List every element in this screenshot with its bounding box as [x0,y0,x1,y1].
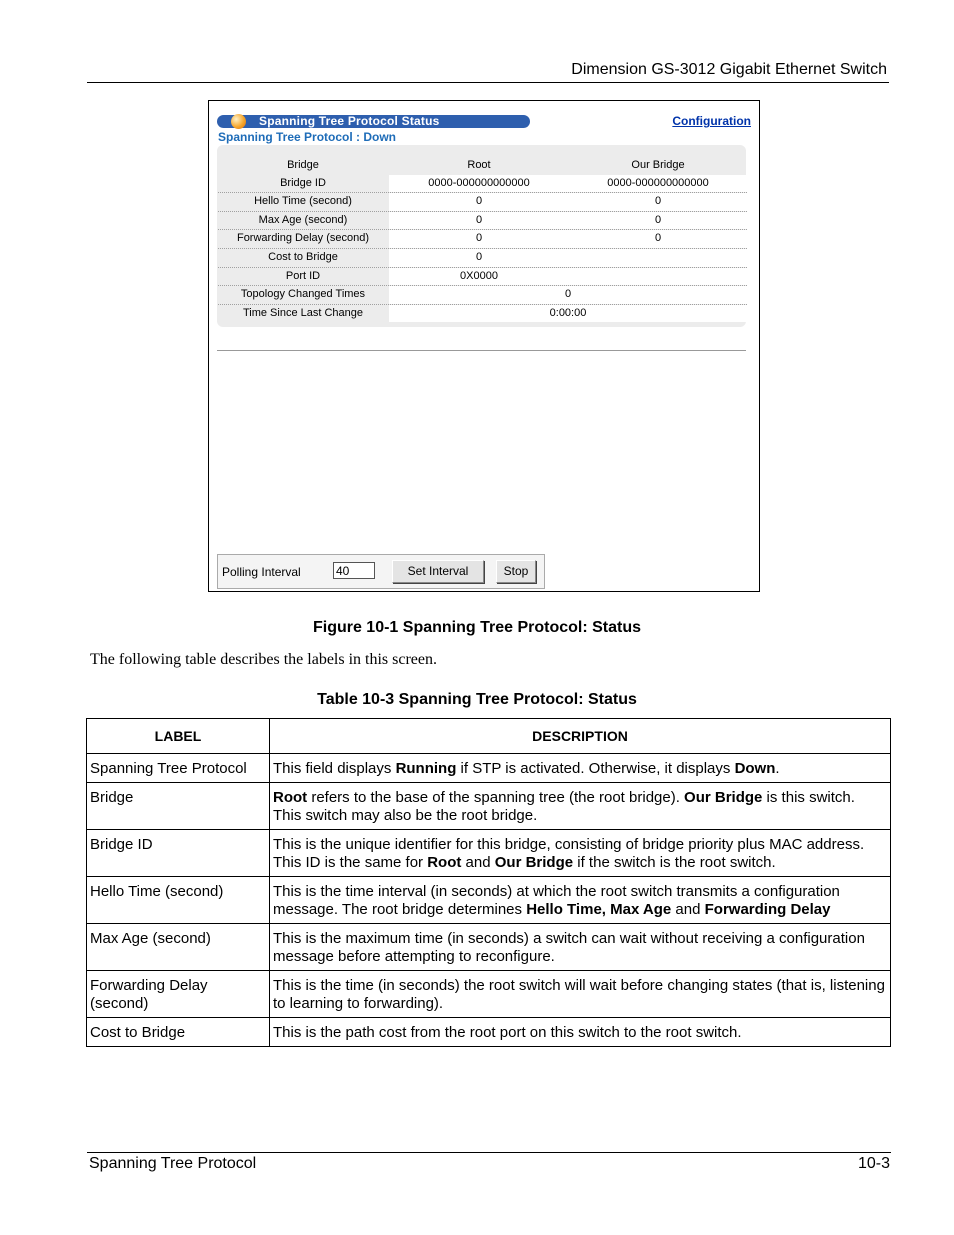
description-column-header: DESCRIPTION [270,719,891,754]
grid-row [218,249,747,268]
divider [217,350,746,351]
description-text: and [461,854,495,871]
grid-header-row [218,157,747,175]
description-cell [270,783,891,830]
polling-interval-label: Polling Interval [222,565,301,579]
label-cell: Spanning Tree Protocol [87,754,270,783]
col-header-root: Root [467,159,491,171]
bold-term: Our Bridge [494,854,574,871]
page-number: 10-3 [857,1155,890,1172]
grid-row [218,286,747,305]
description-text: This is the time interval (in seconds) at which the root switch transmits a configuration message. The root bridge determines [273,883,840,918]
col-header-our-bridge: Our Bridge [631,159,685,171]
grid-row-our-bridge-value: 0000-000000000000 [607,176,709,189]
label-cell: Hello Time (second) [87,877,270,924]
stp-status-screenshot [208,100,760,592]
bold-term: Forwarding Delay [704,901,831,918]
description-cell [270,1018,891,1047]
bold-term: Down [734,760,776,777]
description-table [86,718,891,1047]
grid-row-label: Cost to Bridge [268,250,338,263]
configuration-link[interactable]: Configuration [672,114,751,128]
bold-term: Hello Time, Max Age [526,901,672,918]
label-cell: Bridge ID [87,830,270,877]
label-cell: Bridge [87,783,270,830]
description-text: and [671,901,705,918]
footer-chapter: Spanning Tree Protocol [89,1155,257,1172]
bold-term: Running [395,760,457,777]
description-cell [270,754,891,783]
table-header-row [87,719,891,754]
intro-text: The following table describes the labels in this screen. [90,651,438,668]
description-cell [270,924,891,971]
description-text: refers to the base of the spanning tree (the root bridge). [307,789,685,806]
grid-row-our-bridge-value: 0 [654,213,662,226]
description-text: This is the unique identifier for this bridge, consisting of bridge priority plus MAC address. This ID is the same for [273,836,865,871]
grid-row-label: Port ID [285,269,321,282]
grid-row-label: Bridge ID [280,176,326,189]
grid-row-root-value: 0X0000 [460,269,498,282]
table-row [87,830,891,877]
table-caption: Table 10-3 Spanning Tree Protocol: Status [317,691,637,708]
description-text: . [775,760,780,777]
grid-row-root-value: 0000-000000000000 [428,176,530,189]
grid-row [218,305,747,323]
description-cell [270,971,891,1018]
description-text: This field displays [273,760,396,777]
label-cell: Forwarding Delay (second) [87,971,270,1018]
description-text: This is the maximum time (in seconds) a switch can wait without receiving a configuration message before attempting to reconfigure. [273,930,865,965]
col-header-bridge: Bridge [287,159,319,171]
bold-term: Root [427,854,462,871]
header-title: Dimension GS-3012 Gigabit Ethernet Switch [571,61,887,78]
description-cell [270,830,891,877]
orange-orb-icon [231,114,246,129]
screen-title: Spanning Tree Protocol Status [259,114,440,128]
figure-caption: Figure 10-1 Spanning Tree Protocol: Status [312,619,642,636]
label-column-header: LABEL [87,719,270,754]
grid-row [218,268,747,287]
grid-row [218,212,747,231]
grid-row-root-value: 0 [475,195,483,208]
grid-row [218,230,747,249]
grid-row [218,175,747,194]
description-text: if the switch is the root switch. [573,854,776,871]
page-footer [87,1152,891,1173]
grid-row [218,193,747,212]
set-interval-button[interactable]: Set Interval [392,560,484,583]
label-cell: Cost to Bridge [87,1018,270,1047]
grid-row-root-value: 0 [475,213,483,226]
grid-row-our-bridge-value: 0 [654,195,662,208]
grid-row-label: Hello Time (second) [254,195,352,208]
grid-row-label: Time Since Last Change [242,306,364,319]
description-cell [270,877,891,924]
table-row [87,1018,891,1047]
table-row [87,783,891,830]
grid-row-label: Topology Changed Times [240,288,366,301]
table-body [87,754,891,1047]
grid-row-value: 0 [564,288,572,301]
stp-status-line: Spanning Tree Protocol : Down [218,130,397,144]
grid-row-root-value: 0 [475,232,483,245]
bold-term: Our Bridge [684,789,763,806]
table-row [87,924,891,971]
table-row [87,754,891,783]
grid-row-label: Max Age (second) [258,213,348,226]
grid-row-our-bridge-value: 0 [654,232,662,245]
label-cell: Max Age (second) [87,924,270,971]
stp-status-grid [218,157,747,322]
description-text: is this switch. This switch may also be the root bridge. [273,789,855,824]
polling-interval-input[interactable] [333,562,375,579]
description-text: This is the path cost from the root port on this switch to the root switch. [273,1024,742,1041]
table-row [87,877,891,924]
stop-button[interactable]: Stop [496,560,536,583]
grid-row-label: Forwarding Delay (second) [236,232,370,245]
grid-row-value: 0:00:00 [549,306,587,319]
screen-title-bar [217,115,530,128]
page-header [87,60,889,83]
polling-bar [217,554,545,589]
description-text: This is the time (in seconds) the root switch will wait before changing states (that is, listening to learning to forwarding). [273,977,885,1012]
bold-term: Root [273,789,308,806]
grid-row-root-value: 0 [475,250,483,263]
description-text: if STP is activated. Otherwise, it displays [456,760,735,777]
table-row [87,971,891,1018]
